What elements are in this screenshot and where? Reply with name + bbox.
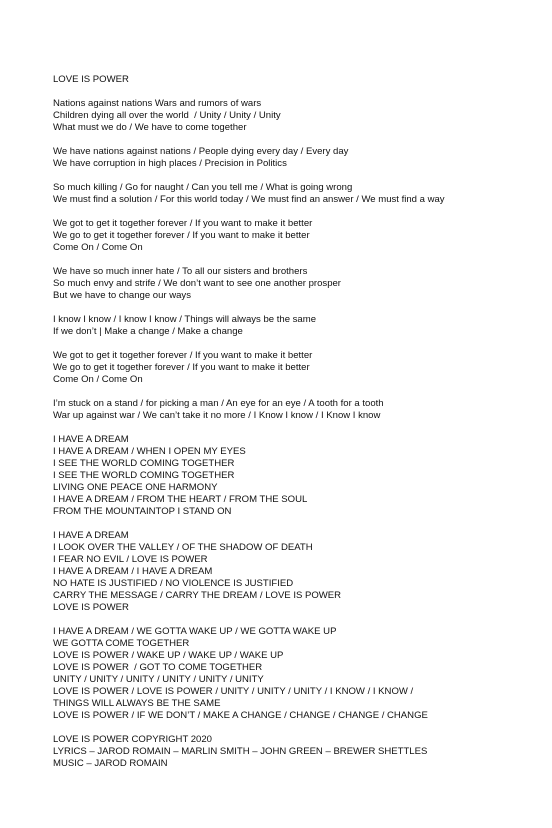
stanza — [53, 98, 548, 134]
lyric-line: LOVE IS POWER / LOVE IS POWER / UNITY / UNITY / UNITY / I KNOW / I KNOW / — [53, 686, 414, 697]
lyric-line: I HAVE A DREAM / I HAVE A DREAM — [53, 566, 213, 577]
lyrics-page — [53, 74, 548, 770]
lyric-line: NO HATE IS JUSTIFIED / NO VIOLENCE IS JUSTIFIED — [53, 578, 294, 589]
lyric-line: If we don’t | Make a change / Make a change — [53, 326, 243, 337]
lyric-line: Come On / Come On — [53, 374, 143, 385]
stanza — [53, 146, 548, 170]
stanza — [53, 182, 548, 206]
lyric-line: I HAVE A DREAM — [53, 434, 129, 445]
lyric-line: But we have to change our ways — [53, 290, 191, 301]
stanza — [53, 350, 548, 386]
lyric-line: I LOOK OVER THE VALLEY / OF THE SHADOW OF DEATH — [53, 542, 313, 553]
lyric-line: War up against war / We can’t take it no more / I Know I know / I Know I know — [53, 410, 381, 421]
lyric-line: LIVING ONE PEACE ONE HARMONY — [53, 482, 218, 493]
lyric-line: LOVE IS POWER — [53, 602, 129, 613]
stanza — [53, 398, 548, 422]
lyric-line: THINGS WILL ALWAYS BE THE SAME — [53, 698, 221, 709]
stanza — [53, 218, 548, 254]
lyric-line: So much envy and strife / We don’t want to see one another prosper — [53, 278, 341, 289]
lyric-line: Nations against nations Wars and rumors of wars — [53, 98, 262, 109]
stanza — [53, 434, 548, 518]
lyric-line: I HAVE A DREAM — [53, 530, 129, 541]
stanza — [53, 314, 548, 338]
lyric-line: Children dying all over the world / Unity / Unity / Unity — [53, 110, 281, 121]
lyric-line: LOVE IS POWER / GOT TO COME TOGETHER — [53, 662, 263, 673]
lyric-line: We have nations against nations / People dying every day / Every day — [53, 146, 349, 157]
lyric-line: I HAVE A DREAM / FROM THE HEART / FROM THE SOUL — [53, 494, 308, 505]
lyric-line: We got to get it together forever / If you want to make it better — [53, 350, 313, 361]
lyric-line: CARRY THE MESSAGE / CARRY THE DREAM / LOVE IS POWER — [53, 590, 342, 601]
lyric-line: LOVE IS POWER COPYRIGHT 2020 — [53, 734, 212, 745]
lyric-line: MUSIC – JAROD ROMAIN — [53, 758, 168, 769]
stanza — [53, 734, 548, 770]
lyric-line: I’m stuck on a stand / for picking a man / An eye for an eye / A tooth for a tooth — [53, 398, 384, 409]
stanza — [53, 530, 548, 614]
stanza — [53, 266, 548, 302]
lyric-line: I SEE THE WORLD COMING TOGETHER — [53, 458, 235, 469]
lyric-line: We go to get it together forever / If you want to make it better — [53, 362, 310, 373]
lyric-line: We go to get it together forever / If you want to make it better — [53, 230, 310, 241]
lyric-line: We have corruption in high places / Precision in Politics — [53, 158, 287, 169]
lyric-line: LOVE IS POWER / IF WE DON’T / MAKE A CHANGE / CHANGE / CHANGE / CHANGE — [53, 710, 428, 721]
lyric-line: We got to get it together forever / If you want to make it better — [53, 218, 313, 229]
lyrics-body — [53, 98, 548, 770]
lyric-line: I HAVE A DREAM / WHEN I OPEN MY EYES — [53, 446, 246, 457]
document-title: LOVE IS POWER — [53, 74, 129, 85]
lyric-line: UNITY / UNITY / UNITY / UNITY / UNITY / UNITY — [53, 674, 264, 685]
lyric-line: FROM THE MOUNTAINTOP I STAND ON — [53, 506, 232, 517]
lyric-line: I FEAR NO EVIL / LOVE IS POWER — [53, 554, 208, 565]
lyric-line: LYRICS – JAROD ROMAIN – MARLIN SMITH – JOHN GREEN – BREWER SHETTLES — [53, 746, 428, 757]
lyric-line: I know I know / I know I know / Things will always be the same — [53, 314, 317, 325]
lyric-line: LOVE IS POWER / WAKE UP / WAKE UP / WAKE UP — [53, 650, 284, 661]
lyric-line: Come On / Come On — [53, 242, 143, 253]
lyric-line: WE GOTTA COME TOGETHER — [53, 638, 190, 649]
lyric-line: I SEE THE WORLD COMING TOGETHER — [53, 470, 235, 481]
stanza — [53, 626, 548, 722]
lyric-line: I HAVE A DREAM / WE GOTTA WAKE UP / WE GOTTA WAKE UP — [53, 626, 337, 637]
lyric-line: We have so much inner hate / To all our sisters and brothers — [53, 266, 308, 277]
lyric-line: What must we do / We have to come together — [53, 122, 247, 133]
lyric-line: We must find a solution / For this world today / We must find an answer / We must find a way — [53, 194, 445, 205]
lyric-line: So much killing / Go for naught / Can you tell me / What is going wrong — [53, 182, 353, 193]
